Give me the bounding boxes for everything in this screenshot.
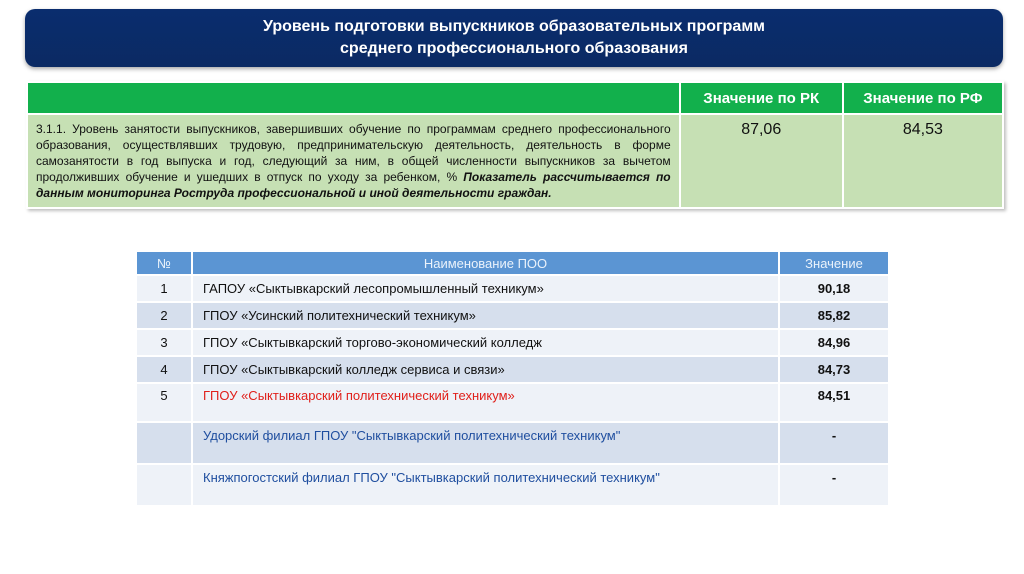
row-value: 84,96 bbox=[779, 329, 889, 356]
value-rk: 87,06 bbox=[680, 114, 843, 208]
header-num: № bbox=[136, 251, 192, 275]
row-num bbox=[136, 422, 192, 464]
table-row bbox=[136, 383, 889, 422]
row-name: Княжпогостский филиал ГПОУ "Сыктывкарский политехнический техникум" bbox=[192, 464, 779, 506]
row-num: 1 bbox=[136, 275, 192, 302]
table-row bbox=[136, 464, 889, 506]
row-value: - bbox=[779, 422, 889, 464]
row-num bbox=[136, 464, 192, 506]
indicator-table bbox=[26, 81, 1004, 209]
row-value: 84,51 bbox=[779, 383, 889, 422]
row-value: 90,18 bbox=[779, 275, 889, 302]
header-value: Значение bbox=[779, 251, 889, 275]
poo-header-row bbox=[136, 251, 889, 275]
title-line-2: среднего профессионального образования bbox=[340, 40, 688, 57]
indicator-description-cell bbox=[27, 114, 680, 208]
row-num: 4 bbox=[136, 356, 192, 383]
row-name: ГПОУ «Усинский политехнический техникум» bbox=[192, 302, 779, 329]
slide-title bbox=[25, 9, 1003, 67]
header-value-rk: Значение по РК bbox=[680, 82, 843, 114]
header-name: Наименование ПОО bbox=[192, 251, 779, 275]
row-name: Удорский филиал ГПОУ "Сыктывкарский политехнический техникум" bbox=[192, 422, 779, 464]
header-value-rf: Значение по РФ bbox=[843, 82, 1003, 114]
table-row bbox=[136, 329, 889, 356]
indicator-note: Показатель рассчитывается по данным мониторинга Роструда профессиональной и иной деятельности граждан. bbox=[36, 170, 671, 200]
row-value: 84,73 bbox=[779, 356, 889, 383]
row-name-highlighted: ГПОУ «Сыктывкарский политехнический техникум» bbox=[192, 383, 779, 422]
row-name: ГАПОУ «Сыктывкарский лесопромышленный техникум» bbox=[192, 275, 779, 302]
row-name: ГПОУ «Сыктывкарский торгово-экономический колледж bbox=[192, 329, 779, 356]
indicator-row bbox=[27, 114, 1003, 208]
row-num: 2 bbox=[136, 302, 192, 329]
row-num: 5 bbox=[136, 383, 192, 422]
table-row bbox=[136, 356, 889, 383]
row-value: 85,82 bbox=[779, 302, 889, 329]
value-rf: 84,53 bbox=[843, 114, 1003, 208]
row-name: ГПОУ «Сыктывкарский колледж сервиса и связи» bbox=[192, 356, 779, 383]
row-value: - bbox=[779, 464, 889, 506]
indicator-header-empty bbox=[27, 82, 680, 114]
table-row bbox=[136, 422, 889, 464]
table-row bbox=[136, 302, 889, 329]
title-line-1: Уровень подготовки выпускников образовательных программ bbox=[262, 18, 765, 35]
indicator-description: 3.1.1. Уровень занятости выпускников, завершивших обучение по программам среднего профессионального образования, осуществлявших трудовую, предпринимательскую деятельность, деятельность в форме самозанятости в год выпуска и год, следующий за ним, в общей численности выпускников за вычетом продолживших обучение и ушедших в отпуск по уходу за ребенком, % bbox=[36, 122, 671, 184]
table-row bbox=[136, 275, 889, 302]
indicator-header-row bbox=[27, 82, 1003, 114]
poo-table bbox=[135, 250, 890, 507]
row-num: 3 bbox=[136, 329, 192, 356]
